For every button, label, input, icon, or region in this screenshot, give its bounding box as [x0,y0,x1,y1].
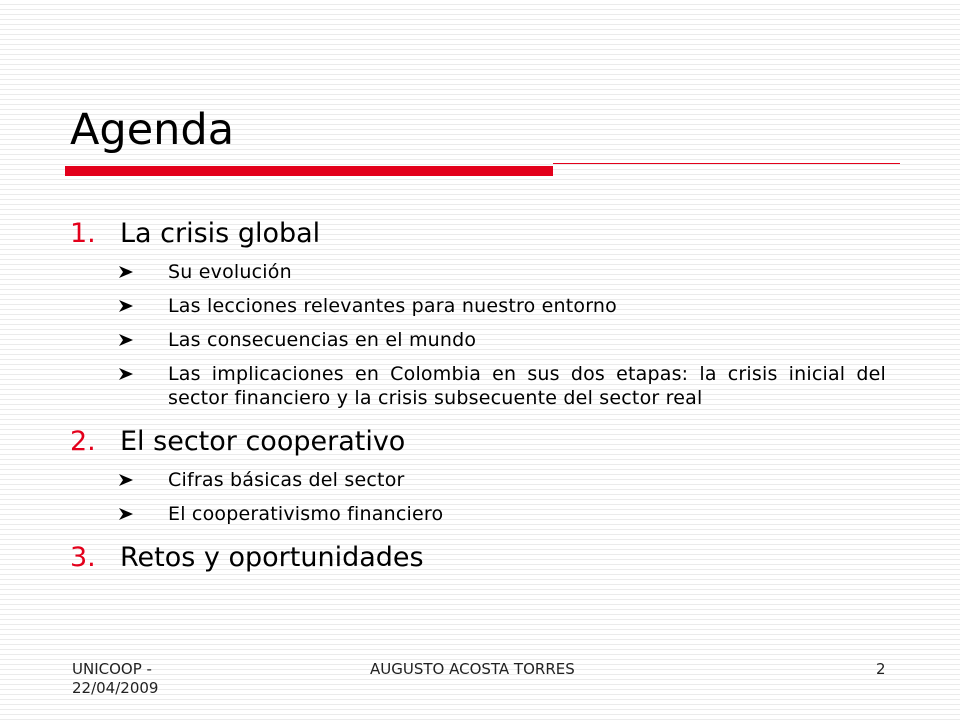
list-item [70,294,886,318]
title-underline-thin [553,163,900,164]
list-item [70,468,886,492]
list-item [70,502,886,526]
section-label: El sector cooperativo [120,426,406,457]
section-label: La crisis global [120,218,321,249]
footer-date: UNICOOP - 22/04/2009 [72,660,159,697]
arrowhead-icon [114,468,138,492]
slide-title: Agenda [70,105,235,155]
list-item-text: El cooperativismo financiero [168,503,444,525]
list-item-text: Las implicaciones en Colombia en sus dos etapas: la crisis inicial del sector financiero y la crisis subsecuente del sector real [168,363,886,409]
list-item-text: Cifras básicas del sector [168,469,405,491]
section-2 [70,420,886,464]
list-item-text: Las consecuencias en el mundo [168,329,477,351]
section-number: 1. [70,218,96,249]
arrowhead-icon [114,328,138,352]
section-number: 3. [70,542,96,573]
arrowhead-icon [114,260,138,284]
footer-page-number: 2 [876,660,886,678]
section-1 [70,212,886,256]
footer-author: AUGUSTO ACOSTA TORRES [370,660,575,678]
list-item [70,362,886,410]
agenda-list [70,212,886,580]
arrowhead-icon [114,362,138,386]
arrowhead-icon [114,294,138,318]
list-item [70,260,886,284]
arrowhead-icon [114,502,138,526]
list-item [70,328,886,352]
title-underline-thick [65,166,553,176]
section-3 [70,536,886,580]
list-item-text: Su evolución [168,261,292,283]
list-item-text: Las lecciones relevantes para nuestro entorno [168,295,617,317]
section-label: Retos y oportunidades [120,542,424,573]
section-number: 2. [70,426,96,457]
